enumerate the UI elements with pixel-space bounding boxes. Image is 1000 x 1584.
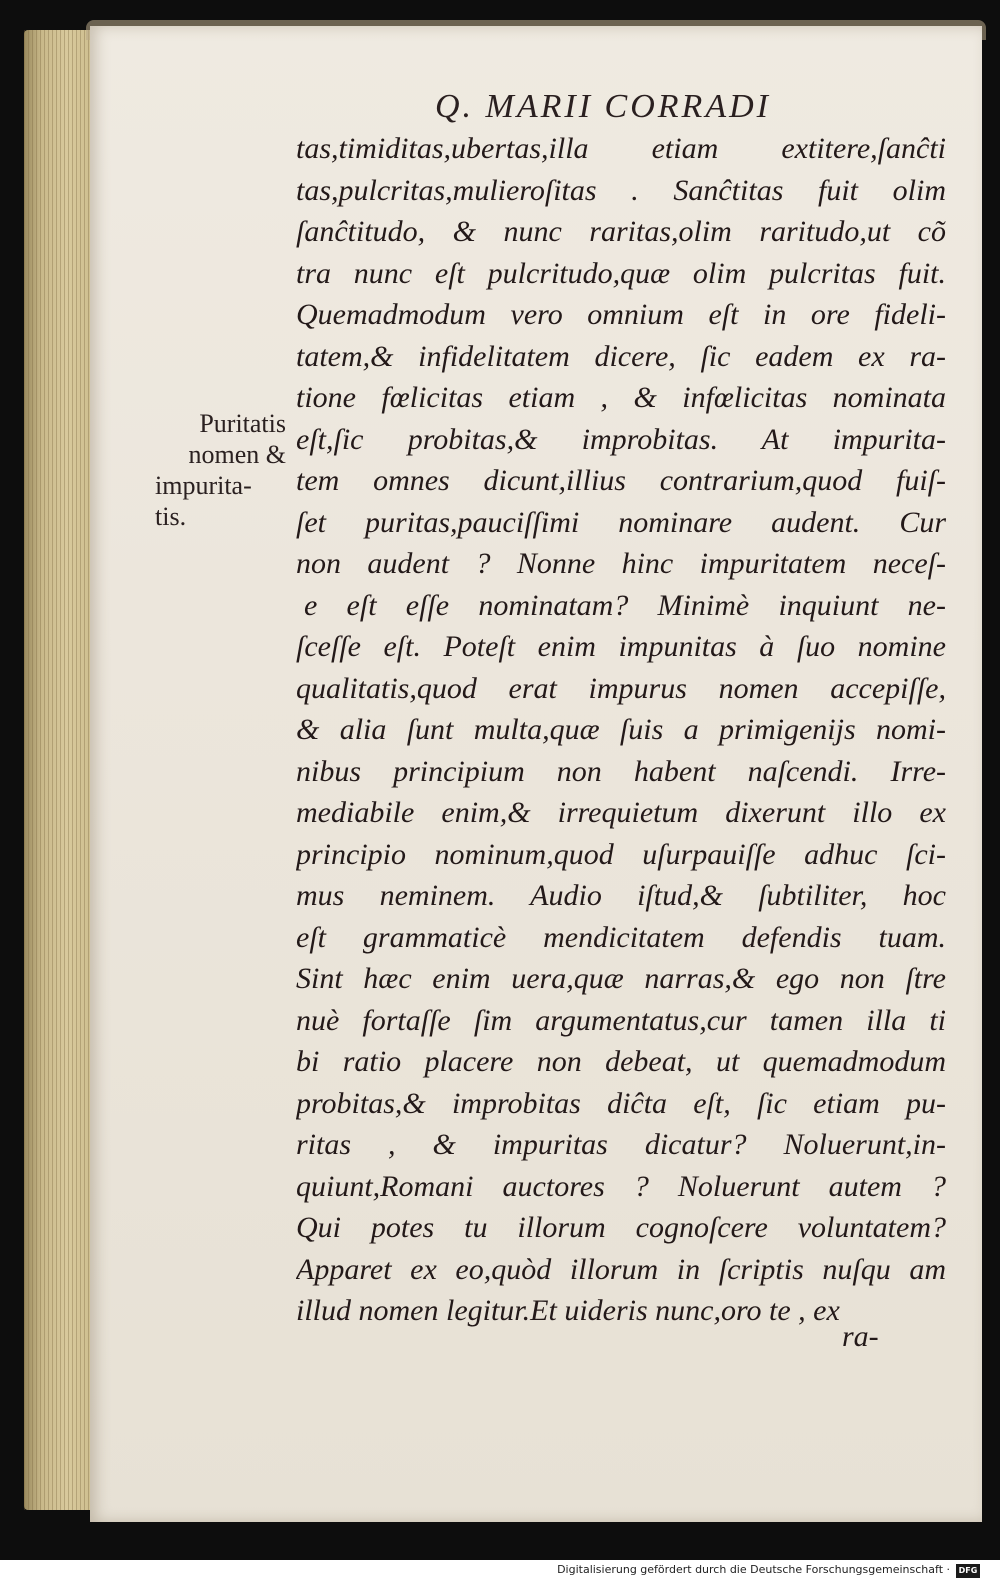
text-line: quiunt,Romani auctores ? Noluerunt autem ? <box>296 1169 946 1203</box>
text-line: ſanĉtitudo, & nunc raritas,olim raritudo,ut cõ <box>296 215 946 248</box>
text-line: tas,pulcritas,mulieroſitas . Sanĉtitas fuit olim <box>296 173 946 207</box>
marginal-note-line: Puritatis <box>199 409 286 438</box>
text-line: nuè fortaſſe ſim argumentatus,cur tamen illa ti <box>296 1003 946 1037</box>
text-line: tem omnes dicunt,illius contrarium,quod fuiſ- <box>296 464 946 497</box>
text-line: mediabile enim,& irrequietum dixerunt illo ex <box>296 796 946 829</box>
footer-bar <box>0 1560 1000 1584</box>
text-line: principio nominum,quod uſurpauiſſe adhuc ſci- <box>296 837 946 871</box>
text-line: tra nunc eſt pulcritudo,quæ olim pulcritas fuit. <box>296 256 946 290</box>
text-line: tione fœlicitas etiam , & infœlicitas nominata <box>296 381 946 414</box>
text-line: eſt,ſic probitas,& improbitas. At impurita- <box>296 422 946 456</box>
text-line: eſt grammaticè mendicitatem defendis tuam. <box>296 920 946 954</box>
marginal-note <box>155 408 290 532</box>
body-text <box>296 128 946 1332</box>
marginal-note-line: tis. <box>155 502 187 531</box>
text-line: qualitatis,quod erat impurus nomen accepiſſe, <box>296 671 946 705</box>
funding-credit: Digitalisierung gefördert durch die Deutsche Forschungsgemeinschaft · <box>557 1563 950 1576</box>
marginal-note-line: nomen & <box>188 440 286 469</box>
text-line: probitas,& improbitas diĉta eſt, ſic etiam pu- <box>296 1086 946 1120</box>
text-line: ſceſſe eſt. Poteſt enim impunitas à ſuo nomine <box>296 630 946 663</box>
text-line: illud nomen legitur.Et uideris nunc,oro te , ex <box>296 1294 840 1327</box>
text-line: Quemadmodum vero omnium eſt in ore fideli- <box>296 298 946 331</box>
book-fore-edge <box>24 30 96 1510</box>
text-line: Apparet ex eo,quòd illorum in ſcriptis nuſqu am <box>296 1252 946 1286</box>
text-line: Qui potes tu illorum cognoſcere voluntatem? <box>296 1211 946 1244</box>
text-line: non audent ? Nonne hinc impuritatem neceſ- <box>296 547 946 580</box>
dfg-logo-icon: DFG <box>956 1564 980 1578</box>
text-line: bi ratio placere non debeat, ut quemadmodum <box>296 1045 946 1078</box>
text-line: nibus principium non habent naſcendi. Irre- <box>296 754 946 788</box>
text-line: e eſt eſſe nominatam? Minimè inquiunt ne- <box>304 588 946 622</box>
text-line: tatem,& infidelitatem dicere, ſic eadem ex ra- <box>296 339 946 373</box>
text-line: & alia ſunt multa,quæ ſuis a primigenijs nomi- <box>296 713 946 746</box>
text-line: mus neminem. Audio iſtud,& ſubtiliter, hoc <box>296 879 946 912</box>
marginal-note-line: impurita- <box>155 471 252 500</box>
text-line: tas,timiditas,ubertas,illa etiam extitere,ſanĉti <box>296 132 946 165</box>
text-line: ritas , & impuritas dicatur? Noluerunt,in- <box>296 1128 946 1161</box>
text-line: Sint hæc enim uera,quæ narras,& ego non ſtre <box>296 962 946 995</box>
text-line: ſet puritas,pauciſſimi nominare audent. Cur <box>296 505 946 539</box>
running-head: Q. MARII CORRADI <box>435 88 771 125</box>
catchword: ra- <box>842 1320 879 1353</box>
